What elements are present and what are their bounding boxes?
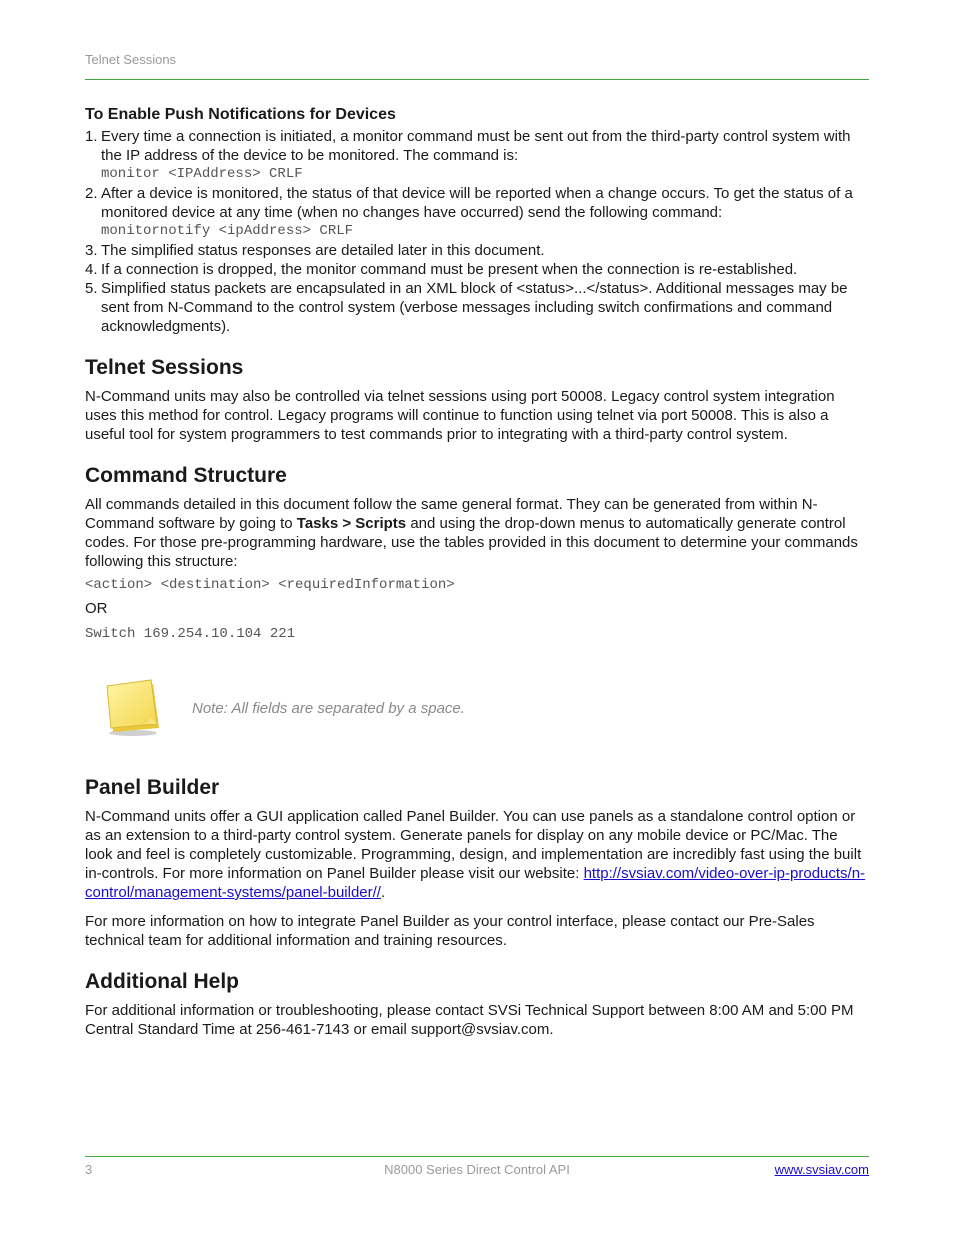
command-body: All commands detailed in this document follow the same general format. They can be generated from within N-Command software by going to Tasks > Scripts and using the drop-down menus to automatically generate control codes. For those pre-programming hardware, use the tables provided in this document to determine your commands following this structure:	[85, 496, 858, 570]
command-heading: Command Structure	[85, 464, 287, 487]
command-section	[85, 464, 869, 742]
telnet-heading: Telnet Sessions	[85, 356, 244, 379]
list-item: 3. The simplified status responses are detailed later in this document.	[85, 242, 545, 259]
help-section	[85, 970, 869, 1039]
telnet-body: N-Command units may also be controlled via telnet sessions using port 50008. Legacy control system integration uses this method for control. Legacy programs will continue to function using telnet via port 50008. This is also a useful tool for system programmers to test commands prior to integrating with a third-party control system.	[85, 388, 835, 443]
help-body: For additional information or troubleshooting, please contact SVSi Technical Support between 8:00 AM and 5:00 PM Central Standard Time at 256-461-7143 or email support@svsiav.com.	[85, 1002, 854, 1038]
panel-heading: Panel Builder	[85, 776, 220, 799]
list-item: 4. If a connection is dropped, the monitor command must be present when the connection is re-established.	[85, 261, 798, 278]
header-rule	[85, 79, 869, 80]
page-content	[85, 106, 869, 1039]
command-syntax: <action> <destination> <requiredInformation>	[85, 577, 455, 593]
document-page	[85, 0, 869, 1235]
or-text: OR	[85, 600, 108, 617]
panel-section	[85, 776, 869, 950]
command-example: Switch 169.254.10.104 221	[85, 626, 296, 642]
list-item: 1. Every time a connection is initiated, a monitor command must be sent out from the third-party control system with the IP address of the device to be monitored. The command is: monitor <IPAddress> CRLF	[85, 127, 869, 184]
footer-website-link[interactable]: www.svsiav.com	[774, 1162, 869, 1177]
list-item: 5. Simplified status packets are encapsulated in an XML block of <status>...</status>. Additional messages may be sent from N-Command to the control system (verbose messages including switch confirmations and command acknowledgments).	[85, 280, 848, 335]
push-steps-list	[85, 127, 869, 336]
footer-rule	[85, 1156, 869, 1157]
panel-body: N-Command units offer a GUI application called Panel Builder. You can use panels as a standalone control option or as an extension to a third-party control system. Generate panels for display on any mobile device or PC/Mac. The look and feel is completely customizable. Programming, design, and implementation are incredibly fast using the built in-controls. For more information on Panel Builder please visit our website: http://svsiav.com/video-over-ip-products/n-control/management-systems/panel-builder//.	[85, 808, 866, 901]
menu-path: Tasks > Scripts	[296, 515, 407, 532]
code-snippet: monitor <IPAddress> CRLF	[101, 166, 303, 182]
note-callout	[85, 678, 869, 742]
page-number: 3	[85, 1162, 93, 1177]
footer-doc-title: N8000 Series Direct Control API	[384, 1162, 570, 1177]
panel-builder-link[interactable]: http://svsiav.com/video-over-ip-products/n-control/management-systems/panel-builder//	[85, 865, 866, 901]
sticky-note-icon	[103, 678, 163, 738]
code-snippet: monitornotify <ipAddress> CRLF	[101, 223, 354, 239]
push-heading: To Enable Push Notifications for Devices	[85, 106, 396, 123]
telnet-section	[85, 356, 869, 444]
help-heading: Additional Help	[85, 970, 239, 993]
running-header: Telnet Sessions	[85, 52, 177, 67]
note-text: Note: All fields are separated by a space.	[192, 700, 465, 717]
panel-body-2: For more information on how to integrate Panel Builder as your control interface, please contact our Pre-Sales technical team for additional information and training resources.	[85, 913, 815, 949]
list-item: 2. After a device is monitored, the status of that device will be reported when a change occurs. To get the status of a monitored device at any time (when no changes have occurred) send the following command: monitornotify <ipAddress> CRLF	[85, 184, 869, 241]
